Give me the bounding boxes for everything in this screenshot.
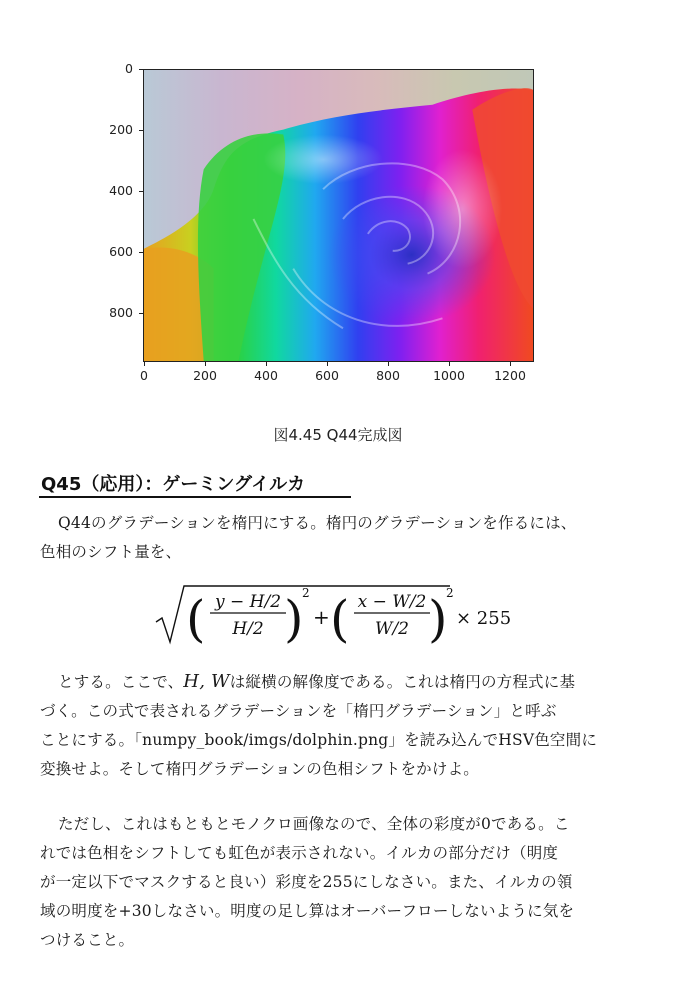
text-line bbox=[40, 810, 640, 839]
y-tick-label: 800 bbox=[109, 305, 133, 320]
text-line: れでは色相をシフトしても虹色が表示されない。イルカの部分だけ（明度 bbox=[40, 844, 559, 862]
x-tickmark bbox=[449, 362, 450, 366]
x-tick-label: 800 bbox=[376, 368, 400, 383]
text-line: が一定以下でマスクすると良い）彩度を255にしなさい。また、イルカの領 bbox=[40, 873, 573, 891]
text-span: は縦横の解像度である。これは楕円の方程式に基 bbox=[229, 673, 576, 691]
paragraph-instructions bbox=[40, 810, 640, 955]
rose-image-plot bbox=[143, 69, 534, 362]
x-tickmark bbox=[327, 362, 328, 366]
text-span: Q44のグラデーションを楕円にする。楕円のグラデーションを作るには、 bbox=[58, 514, 577, 532]
y-tickmark bbox=[139, 69, 143, 70]
numerator-1: y − H/2 bbox=[214, 592, 282, 612]
x-tick-label: 400 bbox=[254, 368, 278, 383]
y-tickmark bbox=[139, 130, 143, 131]
plus-sign: + bbox=[313, 605, 330, 629]
x-tick-label: 1000 bbox=[433, 368, 465, 383]
x-tickmark bbox=[144, 362, 145, 366]
section-heading: Q45（応用）：ゲーミングイルカ bbox=[41, 474, 306, 495]
y-tick-label: 0 bbox=[125, 61, 133, 76]
text-line bbox=[40, 509, 640, 538]
exponent-1: 2 bbox=[302, 586, 310, 600]
y-tickmark bbox=[139, 313, 143, 314]
text-line: 変換せよ。そして楕円グラデーションの色相シフトをかけよ。 bbox=[40, 760, 479, 778]
text-line: 域の明度を+30しなさい。明度の足し算はオーバーフローしないように気を bbox=[40, 902, 575, 920]
x-tickmark bbox=[205, 362, 206, 366]
denominator-1: H/2 bbox=[232, 619, 264, 639]
denominator-2: W/2 bbox=[374, 619, 410, 639]
rainbow-rose-image bbox=[144, 70, 533, 361]
exponent-2: 2 bbox=[446, 586, 454, 600]
figure-q44-result bbox=[0, 0, 676, 450]
right-paren: ) bbox=[284, 590, 304, 648]
y-tickmark bbox=[139, 252, 143, 253]
ellipse-formula bbox=[150, 580, 520, 650]
y-tick-label: 200 bbox=[109, 122, 133, 137]
text-line: づく。この式で表されるグラデーションを「楕円グラデーション」と呼ぶ bbox=[40, 702, 557, 720]
x-tick-label: 0 bbox=[140, 368, 148, 383]
right-paren: ) bbox=[428, 590, 448, 648]
text-span: ただし、これはもともとモノクロ画像なので、全体の彩度が0である。こ bbox=[58, 815, 570, 833]
y-tick-label: 400 bbox=[109, 183, 133, 198]
formula-graphic bbox=[150, 580, 520, 650]
x-tickmark bbox=[266, 362, 267, 366]
text-line bbox=[40, 667, 640, 697]
x-tick-label: 600 bbox=[315, 368, 339, 383]
paragraph-intro bbox=[40, 509, 640, 567]
x-tickmark bbox=[388, 362, 389, 366]
left-paren: ( bbox=[186, 590, 206, 648]
x-tick-label: 1200 bbox=[494, 368, 526, 383]
text-span: とする。ここで、 bbox=[58, 673, 184, 691]
heading-underline bbox=[39, 496, 351, 498]
x-tickmark bbox=[510, 362, 511, 366]
left-paren: ( bbox=[330, 590, 350, 648]
x-tick-label: 200 bbox=[193, 368, 217, 383]
figure-caption: 図4.45 Q44完成図 bbox=[273, 426, 403, 444]
math-vars: H, W bbox=[183, 671, 230, 692]
text-line: つけること。 bbox=[40, 931, 135, 949]
text-line: 色相のシフト量を、 bbox=[40, 543, 182, 561]
y-tick-label: 600 bbox=[109, 244, 133, 259]
numerator-2: x − W/2 bbox=[357, 592, 427, 612]
y-tickmark bbox=[139, 191, 143, 192]
text-line: ことにする。「numpy_book/imgs/dolphin.png」を読み込んでHSV色空間に bbox=[40, 731, 598, 749]
paragraph-definition bbox=[40, 667, 640, 784]
times-255: × 255 bbox=[456, 608, 512, 629]
